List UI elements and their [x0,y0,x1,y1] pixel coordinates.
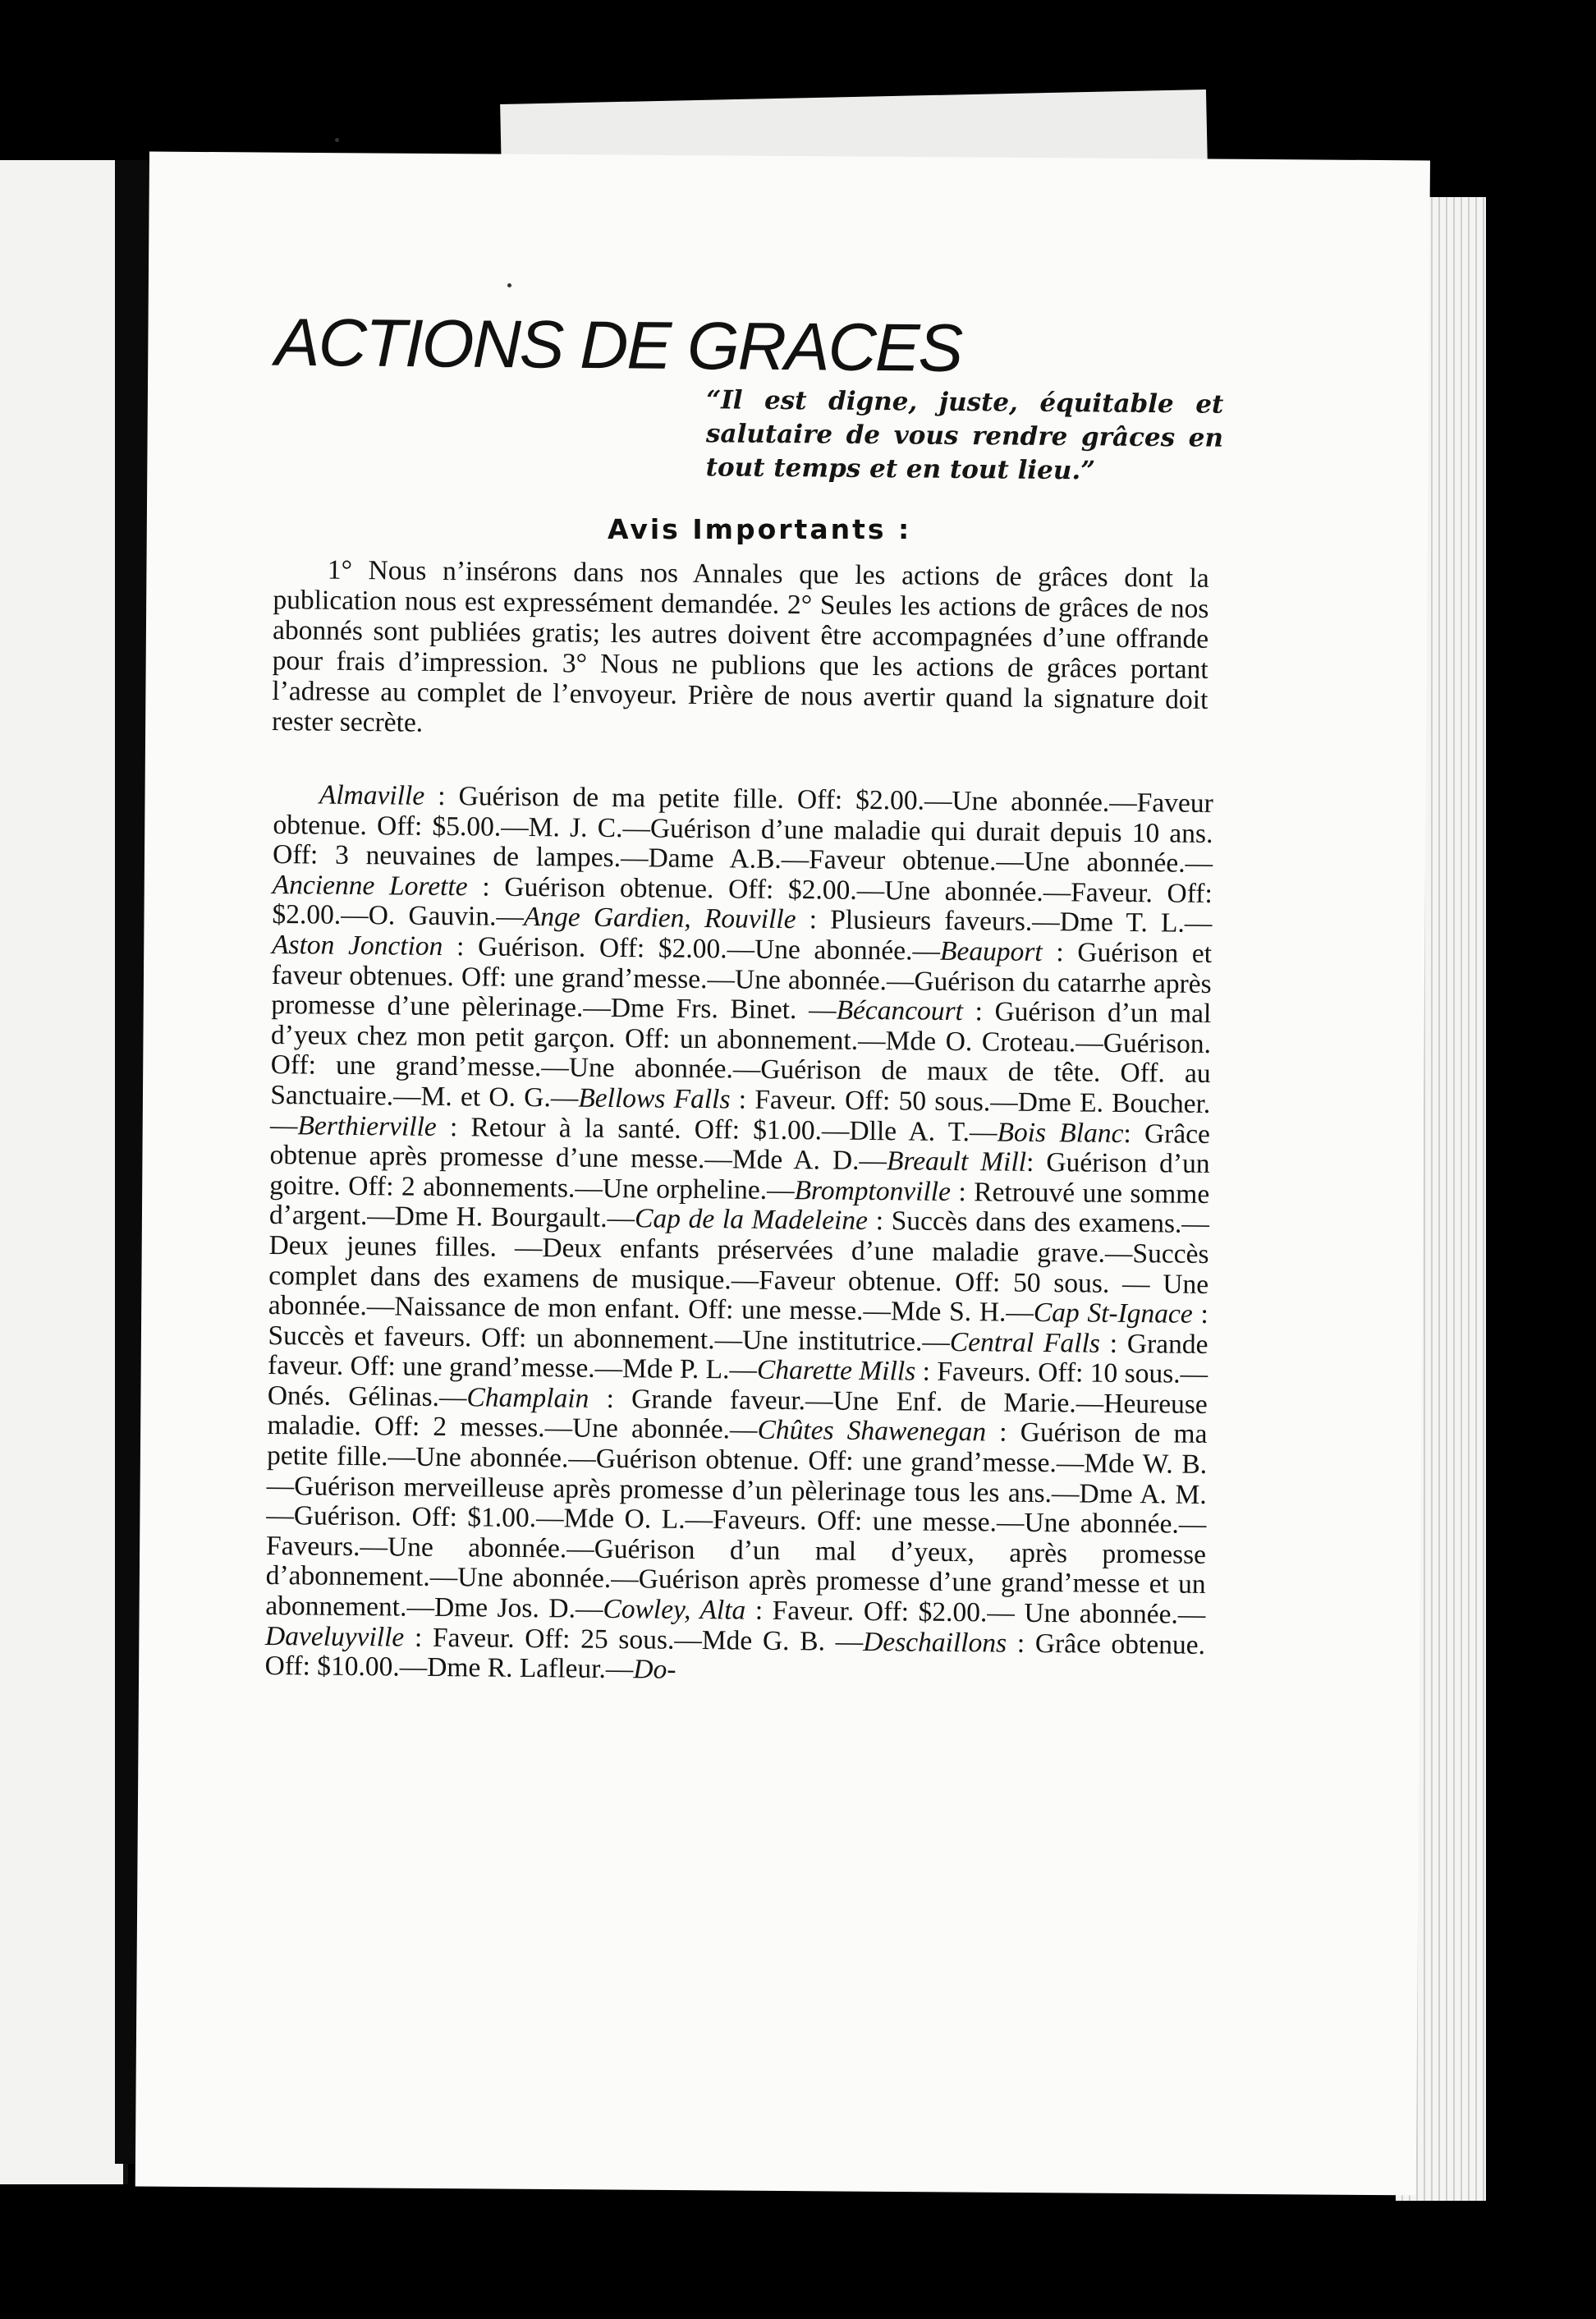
entry-place: Ancienne Lorette [272,869,468,902]
entry-text: : Grâce obtenue après promesse d’une messe.—Mde A. D.— [269,1118,1211,1177]
page-title: ACTIONS DE GRACES [274,305,962,386]
entry-place: Central Falls [949,1326,1101,1359]
speck [507,283,511,287]
entry-text: : Guérison de ma petite fille. Off: $2.00.—Une abonnée.—Faveur obtenue. Off: $5.00.—M. J. C.—Guérison d’une maladie qui durait depuis 10 ans. Off: 3 neuvaines de lampes.—Dame A.B.—Faveur obtenue.—Une abonnée.— [272,780,1213,879]
entry-place: Ange Gardien, Rouville [523,902,796,935]
entry-text: : Retour à la santé. Off: $1.00.—Dlle A. T.— [436,1111,998,1148]
entry-text: : Succès dans des examens.—Deux jeunes filles. —Deux enfants préservées d’une maladie grave.—Succès complet dans des examens de musique.—Faveur obtenue. Off: 50 sous. — Une abonnée.—Naissance de mon enfant. Off: une messe.—Mde S. H.— [268,1205,1210,1329]
epigraph: “Il est digne, juste, équitable et salutaire de vous rendre grâces en tout temps et en tout lieu.” [705,385,1224,486]
entry-place: Cowley, Alta [603,1593,746,1626]
entry-place: Champlain [466,1382,589,1414]
left-page [0,160,128,2184]
entry-place: Cap St-Ignace [1033,1297,1193,1329]
entry-text: : Grande faveur.—Une Enf. de Marie.—Heureuse maladie. Off: 2 messes.—Une abonnée.— [267,1383,1208,1446]
entry-text: : Faveur. Off: 25 sous.—Mde G. B. — [404,1622,864,1657]
entry-place: Beauport [939,935,1043,967]
entry-place: Daveluyville [264,1620,405,1653]
entry-text: : Faveur. Off: 50 sous.—Dme E. Boucher.— [269,1084,1211,1141]
entry-text: : Guérison et faveur obtenues. Off: une grand’messe.—Une abonnée.—Guérison du catarrhe après promesse d’une pèlerinage.—Dme Frs. Binet. — [271,936,1213,1026]
entry-place: Breault Mill [886,1146,1027,1178]
entry-place: Berthierville [297,1109,437,1142]
entry-text: : Plusieurs faveurs.—Dme T. L.— [796,904,1213,939]
entry-place: Aston Jonction [271,929,443,962]
entry-place: Bellows Falls [578,1082,731,1115]
entry-place: Cap de la Madeleine [634,1203,869,1237]
entry-place: Almaville [319,779,425,811]
entry-text: : Faveur. Off: $2.00.— Une abonnée.— [745,1595,1206,1630]
entry-place: Chûtes Shawenegan [757,1415,987,1448]
entry-place: Do- [633,1654,676,1685]
thanksgiving-entries [264,780,1213,1691]
entry-place: Bois Blanc [997,1117,1124,1149]
entry-text: : Guérison d’un mal d’yeux chez mon petit garçon. Off: un abonnement.—Mde O. Croteau.—Guérison. Off: une grand’messe.—Une abonnée.—Guérison de maux de tête. Off. au Sanctuaire.—M. et O. G.— [270,996,1212,1114]
entry-text: : Grâce obtenue. Off: $10.00.—Dme R. Lafleur.— [264,1628,1206,1685]
entry-text: : Guérison d’un goitre. Off: 2 abonnements.—Une orpheline.— [269,1146,1210,1205]
entry-text: : Grande faveur. Off: une grand’messe.—Mde P. L.— [267,1328,1208,1385]
entry-text: : Succès et faveurs. Off: un abonnement.—Une institutrice.— [268,1298,1208,1357]
entry-place: Bromptonville [794,1174,952,1207]
speck [335,138,339,142]
entry-text: : Faveurs. Off: 10 sous.—Onés. Gélinas.— [267,1356,1208,1413]
entry-text: : Guérison. Off: $2.00.—Une abonnée.— [443,930,941,967]
entry-text: : Retrouvé une somme d’argent.—Dme H. Bourgault.— [268,1176,1210,1234]
entry-place: Charette Mills [756,1354,916,1387]
entry-place: Bécancourt [836,994,964,1027]
notice-paragraph: 1° Nous n’insérons dans nos Annales que les actions de grâces dont la publication nous est expressément demandée. 2° Seules les actions de grâces de nos abonnés sont publiées gratis; les autres doivent être accompagnées d’une offrande pour frais d’impression. 3° Nous ne publions que les actions de grâces portant l’adresse au complet de l’envoyeur. Prière de nous avertir quand la signature doit rester secrète. [271,554,1209,738]
entry-text: : Guérison de ma petite fille.—Une abonnée.—Guérison obtenue. Off: une grand’messe.—Mde W. B.—Guérison merveilleuse après promesse d’un pèlerinage tous les ans.—Dme A. M.—Guérison. Off: $1.00.—Mde O. L.—Faveurs. Off: une messe.—Une abonnée.—Faveurs.—Une abonnée.—Guérison d’un mal d’yeux, après promesse d’abonnement.—Une abonnée.—Guérison après promesse d’une grand’messe et un abonnement.—Dme Jos. D.— [265,1417,1208,1624]
notice-heading: Avis Importants : [608,513,912,545]
entry-text: : Guérison obtenue. Off: $2.00.—Une abonnée.—Faveur. Off: $2.00.—O. Gauvin.— [272,871,1213,933]
entry-place: Deschaillons [863,1626,1007,1659]
